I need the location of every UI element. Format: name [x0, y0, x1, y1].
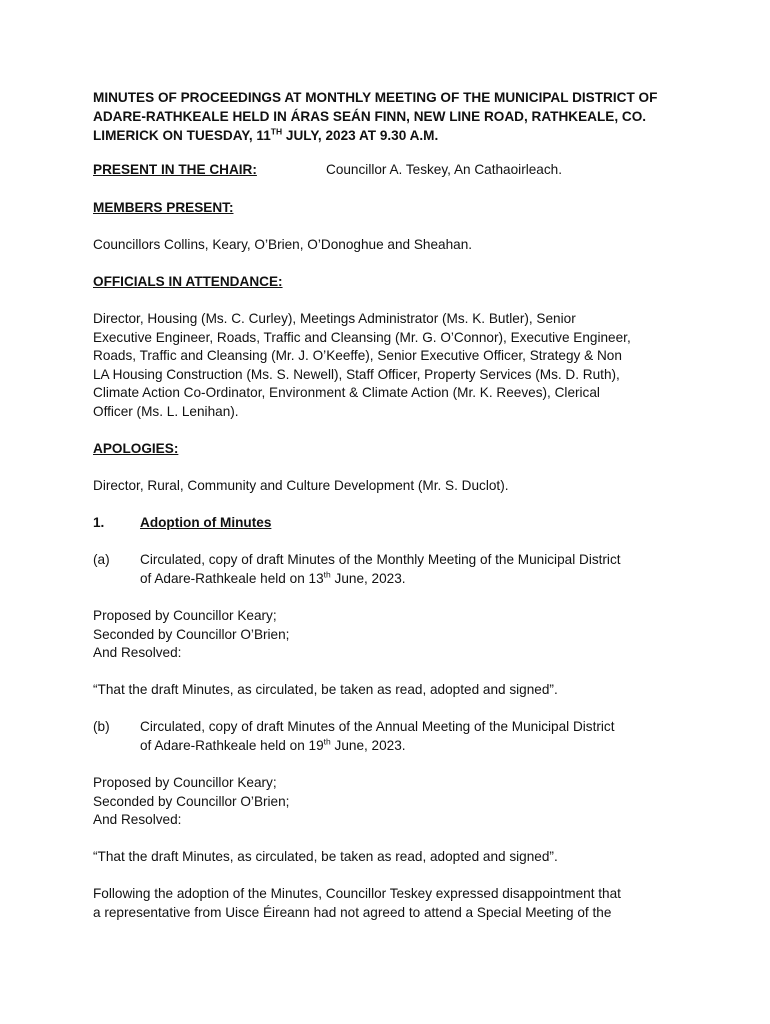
closing-line: a representative from Uisce Éireann had not agreed to attend a Special Meeting of the [93, 904, 612, 920]
chair-row [93, 161, 681, 180]
chair-name: Councillor A. Teskey, An Cathaoirleach. [326, 162, 563, 177]
item-b-label: (b) [93, 719, 110, 734]
seconded-by: Seconded by Councillor O’Brien; [93, 793, 290, 809]
officials-line: Climate Action Co-Ordinator, Environment & Climate Action (Mr. K. Reeves), Clerical [93, 385, 600, 400]
proposed-by: Proposed by Councillor Keary; [93, 775, 277, 790]
resolved-label: And Resolved: [93, 645, 182, 660]
closing-paragraph [93, 885, 681, 922]
proposed-by: Proposed by Councillor Keary; [93, 608, 277, 623]
resolution-b [93, 774, 681, 830]
officials-line: Roads, Traffic and Cleansing (Mr. J. O’Keeffe), Senior Executive Officer, Strategy & Non [93, 348, 622, 363]
officials-heading: OFFICIALS IN ATTENDANCE: [93, 274, 283, 289]
apologies-heading: APOLOGIES: [93, 441, 179, 456]
officials-line: Officer (Ms. L. Lenihan). [93, 403, 239, 419]
officials-line: LA Housing Construction (Ms. S. Newell), Staff Officer, Property Services (Ms. D. Ruth), [93, 366, 620, 382]
title-line-2: ADARE-RATHKEALE HELD IN ÁRAS SEÁN FINN, NEW LINE ROAD, RATHKEALE, CO. [93, 109, 647, 124]
item-b-text: Circulated, copy of draft Minutes of the Annual Meeting of the Municipal District of Adare-Rathkeale held on 19th June, 2023. [140, 719, 615, 753]
members-text: Councillors Collins, Keary, O’Brien, O’Donoghue and Sheahan. [93, 237, 473, 252]
item-1-heading: Adoption of Minutes [140, 515, 272, 530]
document-title [93, 88, 681, 145]
closing-line: Following the adoption of the Minutes, Councillor Teskey expressed disappointment that [93, 886, 621, 901]
officials-line: Director, Housing (Ms. C. Curley), Meetings Administrator (Ms. K. Butler), Senior [93, 311, 576, 326]
resolved-label: And Resolved: [93, 812, 182, 827]
members-heading: MEMBERS PRESENT: [93, 200, 234, 215]
resolution-a [93, 607, 681, 663]
item-a-text: Circulated, copy of draft Minutes of the Monthly Meeting of the Municipal District of Adare-Rathkeale held on 13th June, 2023. [140, 552, 621, 586]
officials-text [93, 310, 681, 421]
item-a-label: (a) [93, 552, 110, 567]
title-ordinal: TH [270, 126, 283, 137]
apologies-text: Director, Rural, Community and Culture Development (Mr. S. Duclot). [93, 478, 509, 493]
resolution-a-quote: “That the draft Minutes, as circulated, be taken as read, adopted and signed”. [93, 682, 558, 697]
officials-line: Executive Engineer, Roads, Traffic and Cleansing (Mr. G. O’Connor), Executive Engineer, [93, 329, 631, 345]
title-line-1: MINUTES OF PROCEEDINGS AT MONTHLY MEETING OF THE MUNICIPAL DISTRICT OF [93, 90, 658, 105]
chair-heading: PRESENT IN THE CHAIR: [93, 162, 257, 177]
seconded-by: Seconded by Councillor O’Brien; [93, 626, 290, 642]
resolution-b-quote: “That the draft Minutes, as circulated, be taken as read, adopted and signed”. [93, 849, 558, 864]
item-1-number: 1. [93, 515, 105, 530]
title-line-3: LIMERICK ON TUESDAY, 11TH JULY, 2023 AT 9.30 A.M. [93, 126, 439, 143]
